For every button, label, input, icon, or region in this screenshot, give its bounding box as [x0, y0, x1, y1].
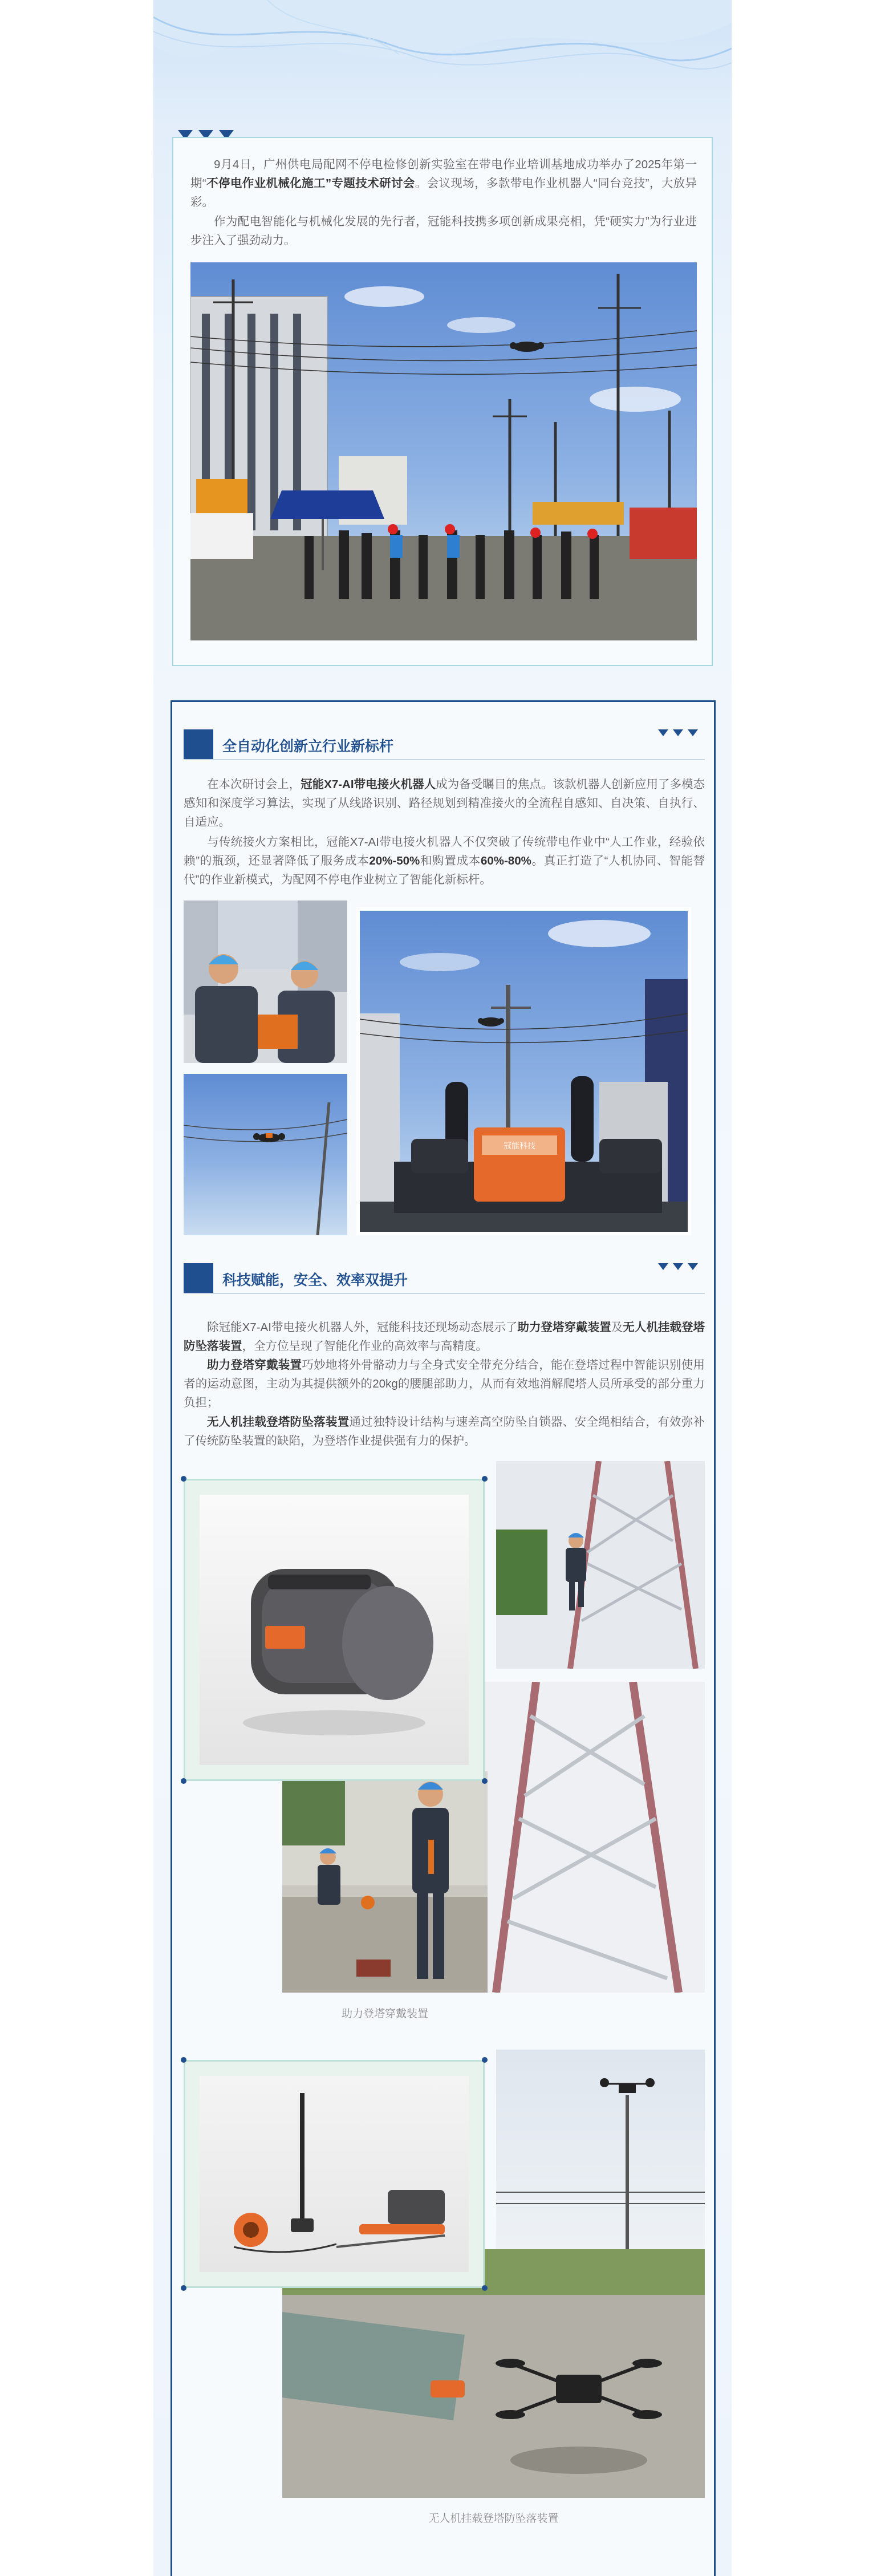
drone-on-tower-photo [496, 2050, 705, 2259]
exoskeleton-caption: 助力登塔穿戴装置 [341, 2008, 428, 2020]
x7-ai-robot-photo [356, 907, 691, 1235]
section-2-paragraph-2: 助力登塔穿戴装置巧妙地将外骨骼动力与全身式安全带充分结合，能在登塔过程中智能识别使用者的运动意图，主动为其提供额外的20kg的腰腿部助力，从而有效地消解爬塔人员所承受的部分重力负担； [184, 1358, 705, 1409]
section-2-paragraph-3: 无人机挂载登塔防坠落装置通过独特设计结构与速差高空防坠自锁器、安全绳相结合，有效弥补了传统防坠装置的缺陷，为登塔作业提供强有力的保护。 [184, 1415, 705, 1447]
section-triangle-ornament [658, 1263, 698, 1270]
frame-corner-dot [482, 2057, 488, 2063]
frame-corner-dot [181, 2285, 186, 2291]
section-2-paragraph-1: 除冠能X7-AI带电接火机器人外，冠能科技还现场动态展示了助力登塔穿戴装置及无人机挂载登塔防坠落装置，全方位呈现了智能化作业的高效率与高精度。 [184, 1321, 705, 1353]
frame-corner-dot [181, 1778, 186, 1784]
intro-paragraph-2: 作为配电智能化与机械化发展的先行者，冠能科技携多项创新成果亮相，凭“硬实力”为行业进步注入了强劲动力。 [190, 215, 697, 247]
tower-closeup-photo [485, 1682, 705, 1993]
frame-corner-dot [181, 2057, 186, 2063]
section-2-title: 科技赋能，安全、效率双提升 [222, 1272, 408, 1288]
section-triangle-ornament [658, 729, 698, 736]
frame-corner-dot [181, 1476, 186, 1482]
technicians-photo [184, 900, 347, 1063]
frame-corner-dot [482, 1476, 488, 1482]
frame-corner-dot [482, 2285, 488, 2291]
intro-card [172, 137, 713, 666]
tower-climber-photo [496, 1461, 705, 1669]
fall-arrest-caption: 无人机挂载登塔防坠落装置 [428, 2513, 559, 2525]
section-square-icon [184, 729, 213, 759]
article-container [153, 0, 732, 2576]
fall-arrest-product-frame [184, 2060, 485, 2288]
exoskeleton-product-photo [200, 1495, 469, 1765]
intro-paragraph-1: 9月4日，广州供电局配网不停电检修创新实验室在带电作业培训基地成功举办了2025年第一期“不停电作业机械化施工”专题技术研讨会。会议现场，多款带电作业机器人“同台竞技”，大放异彩。 [190, 158, 697, 209]
section-1-title: 全自动化创新立行业新标杆 [222, 739, 394, 754]
main-content-card [170, 700, 716, 2576]
exoskeleton-product-frame [184, 1479, 485, 1781]
header-wave-decoration [153, 0, 732, 97]
seminar-site-photo [190, 262, 697, 640]
frame-corner-dot [482, 1778, 488, 1784]
drone-on-line-photo [184, 1074, 347, 1235]
fall-arrest-product-photo [200, 2076, 469, 2272]
section-1-header [184, 728, 705, 760]
worker-wearing-exoskeleton-photo [282, 1771, 488, 1993]
section-square-icon [184, 1263, 213, 1293]
section-2-header [184, 1262, 705, 1294]
section-1-paragraph-2: 与传统接火方案相比，冠能X7-AI带电接火机器人不仅突破了传统带电作业中“人工作业，经验依赖”的瓶颈，还显著降低了服务成本20%-50%和购置成本60%-80%。真正打造了“人机协同、智能替代”的作业新模式，为配网不停电作业树立了智能化新标杆。 [184, 835, 705, 886]
robot-brand-label: 冠能科技 [504, 1142, 535, 1151]
section-1-paragraph-1: 在本次研讨会上，冠能X7-AI带电接火机器人成为备受瞩目的焦点。该款机器人创新应用了多模态感知和深度学习算法，实现了从线路识别、路径规划到精准接火的全流程自感知、自决策、自执行、自适应。 [184, 778, 705, 829]
